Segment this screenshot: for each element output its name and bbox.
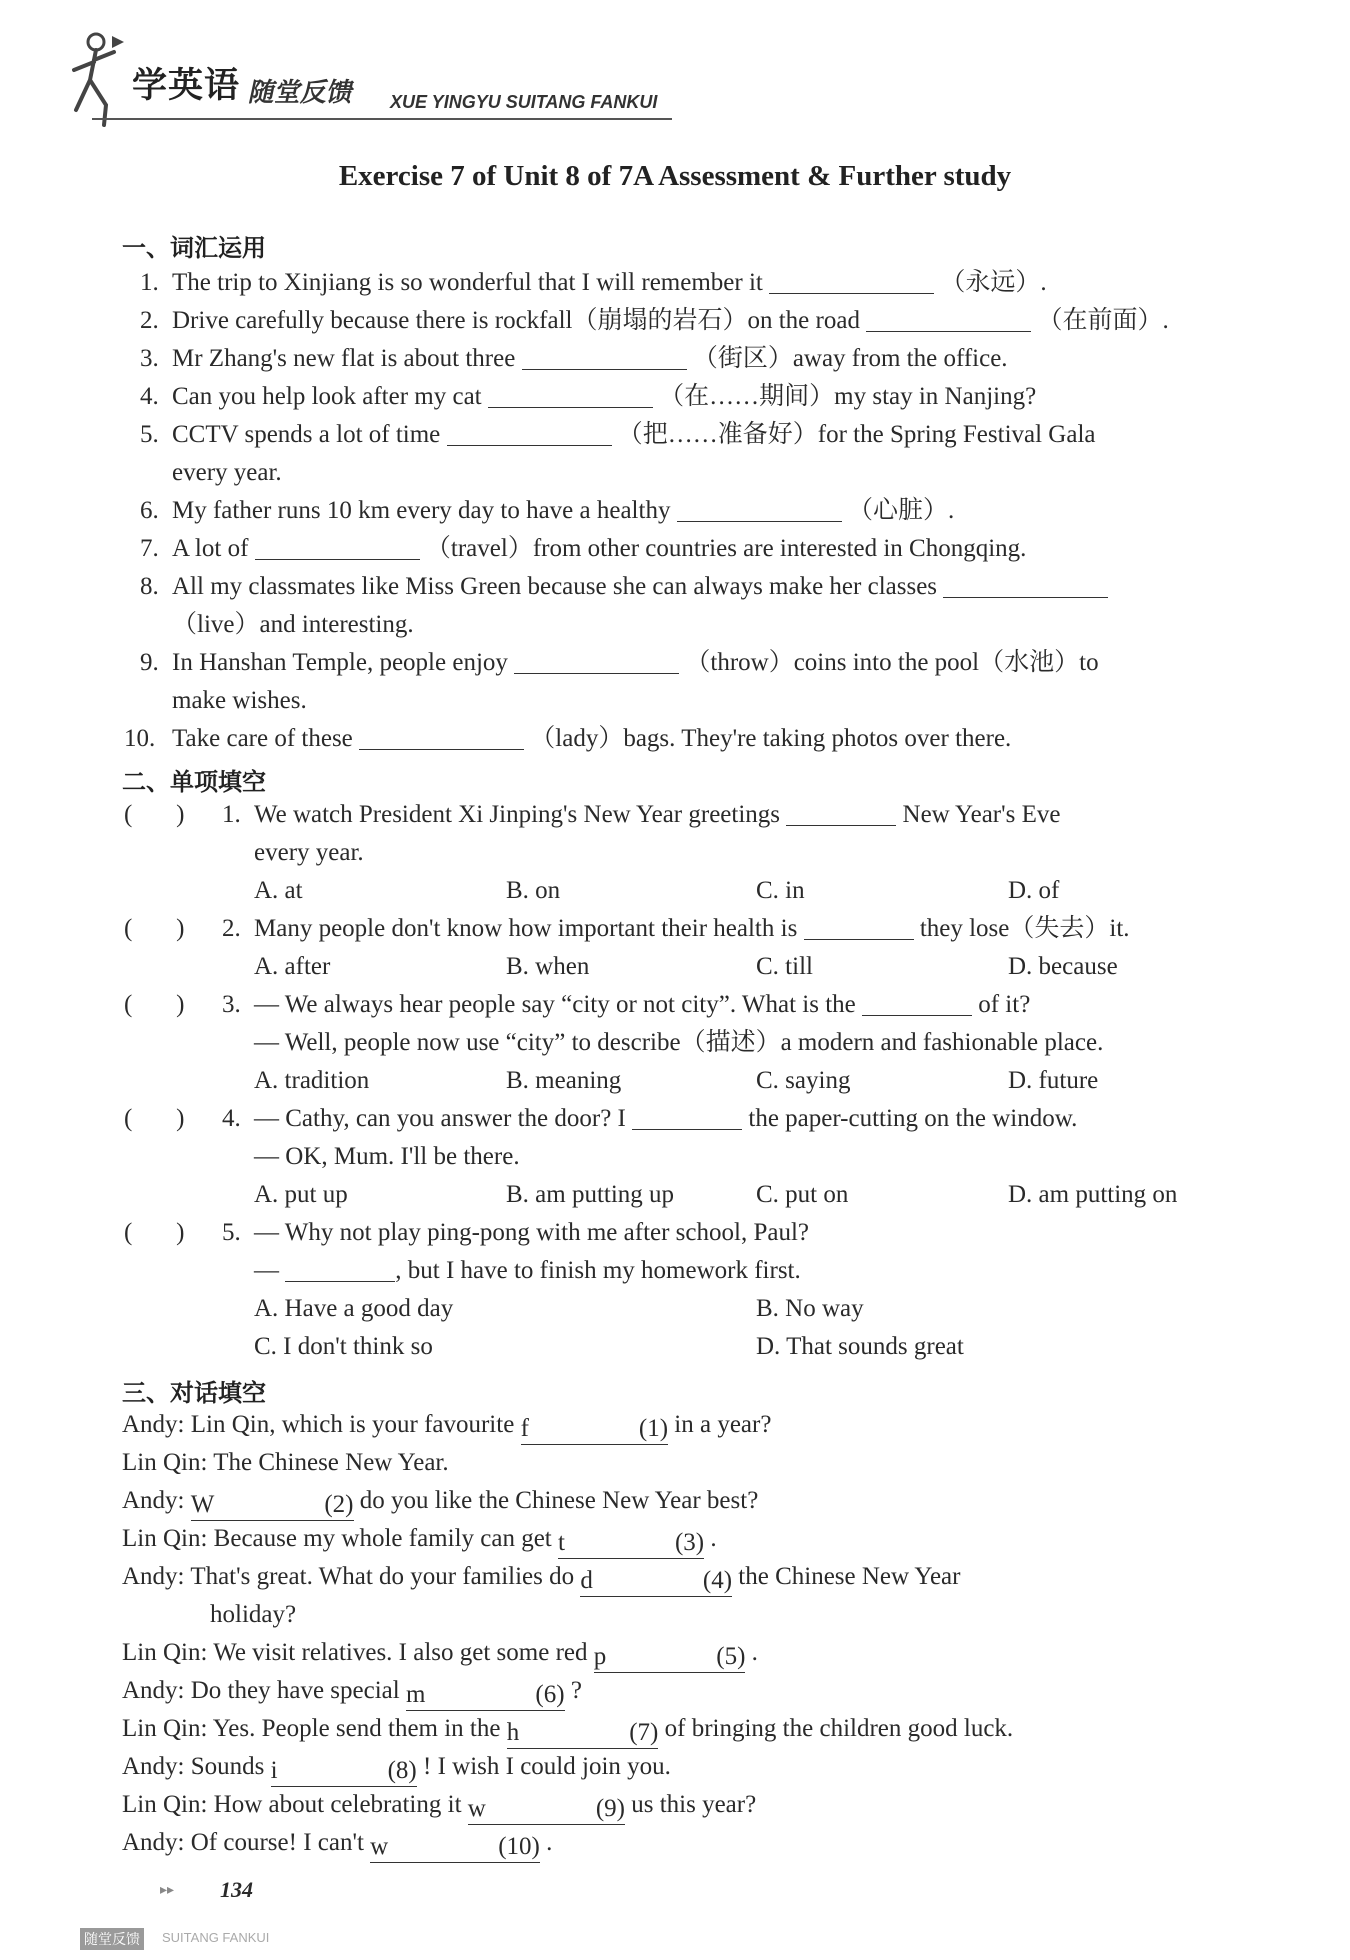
answer-blank[interactable] [632, 1105, 742, 1130]
dialogue-blank[interactable] [468, 1794, 625, 1825]
dialogue-blank[interactable] [558, 1528, 704, 1559]
answer-blank[interactable] [866, 307, 1031, 332]
runner-logo-icon [66, 30, 136, 130]
option-a[interactable]: A. tradition [254, 1067, 370, 1094]
question-text: In Hanshan Temple, people enjoy [172, 649, 508, 676]
dash: — [254, 1257, 279, 1284]
dialogue-text: . [751, 1639, 758, 1666]
question-line [172, 534, 1026, 564]
blank-first-letter: h [506, 1719, 520, 1746]
question-continuation [254, 1256, 801, 1286]
question-text: CCTV spends a lot of time [172, 421, 441, 448]
answer-blank[interactable] [514, 649, 679, 674]
question-line [254, 914, 1130, 944]
page-title: Exercise 7 of Unit 8 of 7A Assessment & Further study [338, 160, 1012, 192]
question-number: 6. [140, 497, 159, 524]
blank-first-letter: p [593, 1643, 607, 1670]
blank-first-letter: w [467, 1795, 486, 1822]
answer-blank[interactable] [804, 915, 914, 940]
question-number: 2. [222, 915, 241, 942]
question-hint: （心脏）. [847, 497, 955, 524]
dialogue-text: The Chinese New Year. [213, 1449, 449, 1476]
blank-number: (3) [674, 1529, 705, 1556]
question-number: 8. [140, 573, 159, 600]
question-text: My father runs 10 km every day to have a healthy [172, 497, 671, 524]
question-number: 5. [222, 1219, 241, 1246]
answer-bracket[interactable]: ( ) [124, 801, 185, 828]
option-b[interactable]: B. am putting up [506, 1181, 675, 1208]
blank-first-letter: i [270, 1757, 278, 1784]
option-c[interactable]: C. in [756, 877, 805, 904]
answer-blank[interactable] [488, 383, 653, 408]
dialogue-line [122, 1410, 771, 1445]
dialogue-text: Lin Qin, which is your favourite [190, 1411, 515, 1438]
blank-first-letter: m [405, 1681, 426, 1708]
speaker-name: Lin Qin: [122, 1791, 208, 1818]
question-text: Mr Zhang's new flat is about three [172, 345, 516, 372]
dialogue-text: in a year? [674, 1411, 772, 1438]
footer-tag-en: SUITANG FANKUI [162, 1930, 270, 1945]
option-d[interactable]: D. because [1008, 953, 1118, 980]
footer-tag: 随堂反馈 [80, 1928, 144, 1950]
option-b[interactable]: B. meaning [506, 1067, 622, 1094]
question-text: New Year's Eve [902, 801, 1061, 828]
answer-bracket[interactable]: ( ) [124, 1219, 185, 1246]
blank-number: (5) [716, 1643, 746, 1670]
question-number: 4. [140, 383, 159, 410]
answer-blank[interactable] [447, 421, 612, 446]
dialogue-line [122, 1486, 758, 1521]
blank-number: (6) [535, 1681, 565, 1708]
question-line [172, 344, 1008, 374]
dialogue-text: Sounds [190, 1753, 265, 1780]
question-hint: （街区）away from the office. [692, 345, 1008, 372]
question-continuation [254, 1028, 1103, 1058]
answer-blank[interactable] [677, 497, 842, 522]
question-text: Drive carefully because there is rockfall（崩塌的岩石）on the road [172, 307, 860, 334]
option-c[interactable]: C. saying [756, 1067, 851, 1094]
header-divider [92, 118, 672, 120]
dialogue-blank[interactable] [507, 1718, 659, 1749]
question-text: — Why not play ping-pong with me after school, Paul? [254, 1219, 809, 1246]
dialogue-text: . [546, 1829, 553, 1856]
dialogue-text: do you like the Chinese New Year best? [359, 1487, 759, 1514]
question-hint: （在……期间）my stay in Nanjing? [659, 383, 1037, 410]
question-number: 1. [140, 269, 159, 296]
speaker-name: Andy: [122, 1563, 185, 1590]
blank-number: (10) [498, 1833, 540, 1860]
blank-number: (4) [702, 1567, 733, 1594]
dialogue-line [122, 1676, 582, 1711]
question-continuation [254, 838, 364, 868]
answer-blank[interactable] [285, 1257, 395, 1282]
question-line [172, 572, 1108, 602]
question-line [254, 990, 1030, 1020]
blank-first-letter: W [190, 1491, 215, 1518]
dialogue-blank[interactable] [580, 1566, 732, 1597]
answer-bracket[interactable]: ( ) [124, 1105, 185, 1132]
answer-blank[interactable] [769, 269, 934, 294]
option-b[interactable]: B. No way [756, 1295, 864, 1322]
question-number: 10. [124, 725, 156, 752]
answer-bracket[interactable]: ( ) [124, 915, 185, 942]
question-continuation: （live）and interesting. [172, 611, 414, 638]
option-a[interactable]: A. at [254, 877, 303, 904]
dialogue-line [122, 1714, 1013, 1749]
dialogue-text: Of course! I can't [190, 1829, 364, 1856]
dialogue-line [122, 1448, 449, 1478]
page-number: 134 [220, 1877, 253, 1902]
question-hint: （把……准备好）for the Spring Festival Gala [617, 421, 1096, 448]
question-text: — Well, people now use “city” to describe（描述）a modern and fashionable place. [254, 1029, 1104, 1056]
answer-blank[interactable] [522, 345, 687, 370]
logo-subtitle-en: XUE YINGYU SUITANG FANKUI [390, 92, 658, 112]
footer-arrow-icon: ▸▸ [160, 1883, 175, 1898]
question-number: 7. [140, 535, 159, 562]
dialogue-line [122, 1638, 758, 1673]
dialogue-line [122, 1752, 671, 1787]
question-text: , but I have to finish my homework first. [395, 1257, 801, 1284]
dialogue-text: Because my whole family can get [213, 1525, 552, 1552]
dialogue-text: . [710, 1525, 717, 1552]
question-hint: （lady）bags. They're taking photos over there. [530, 725, 1012, 752]
dialogue-blank[interactable] [406, 1680, 565, 1711]
option-a[interactable]: A. put up [254, 1181, 348, 1208]
option-c[interactable]: C. I don't think so [254, 1333, 433, 1360]
answer-blank[interactable] [255, 535, 420, 560]
dialogue-text: We visit relatives. I also get some red [213, 1639, 588, 1666]
dialogue-text: ! I wish I could join you. [423, 1753, 671, 1780]
question-line [172, 496, 954, 526]
dialogue-text: Do they have special [190, 1677, 400, 1704]
option-d[interactable]: D. That sounds great [756, 1333, 964, 1360]
section3-heading: 三、对话填空 [122, 1379, 266, 1407]
dialogue-blank[interactable] [594, 1642, 746, 1673]
question-text: every year. [254, 839, 364, 866]
question-number: 9. [140, 649, 159, 676]
dialogue-blank[interactable] [271, 1756, 417, 1787]
speaker-name: Andy: [122, 1753, 185, 1780]
question-text: The trip to Xinjiang is so wonderful that I will remember it [172, 269, 763, 296]
question-line [172, 268, 1047, 298]
blank-first-letter: d [580, 1567, 593, 1594]
question-hint: （永远）. [940, 269, 1047, 296]
question-text: Can you help look after my cat [172, 383, 482, 410]
section1-heading: 一、词汇运用 [122, 234, 266, 262]
question-continuation: every year. [172, 459, 282, 486]
question-text: the paper-cutting on the window. [748, 1105, 1078, 1132]
dialogue-line [122, 1790, 756, 1825]
speaker-name: Lin Qin: [122, 1525, 208, 1552]
blank-number: (2) [324, 1491, 354, 1518]
dialogue-text: us this year? [631, 1791, 757, 1818]
dialogue-blank[interactable] [521, 1414, 668, 1445]
logo-title-cn: 学英语 [132, 66, 241, 106]
question-number: 5. [140, 421, 159, 448]
answer-blank[interactable] [862, 991, 972, 1016]
question-text: Take care of these [172, 725, 353, 752]
blank-number: (7) [629, 1719, 659, 1746]
question-text: — Cathy, can you answer the door? I [254, 1105, 626, 1132]
question-continuation [254, 1142, 520, 1172]
question-number: 4. [222, 1105, 241, 1132]
question-line [172, 306, 1169, 336]
question-number: 1. [222, 801, 241, 828]
answer-bracket[interactable]: ( ) [124, 991, 185, 1018]
dialogue-line [122, 1562, 960, 1597]
speaker-name: Andy: [122, 1487, 185, 1514]
question-text: A lot of [172, 535, 249, 562]
speaker-name: Lin Qin: [122, 1715, 208, 1742]
blank-first-letter: f [520, 1415, 529, 1442]
blank-number: (9) [595, 1795, 625, 1822]
question-line [254, 1218, 809, 1248]
section2-heading: 二、单项填空 [122, 768, 266, 796]
dialogue-text: How about celebrating it [213, 1791, 462, 1818]
question-number: 3. [140, 345, 159, 372]
option-c[interactable]: C. put on [756, 1181, 849, 1208]
question-line [254, 1104, 1077, 1134]
speaker-name: Andy: [122, 1829, 185, 1856]
speaker-name: Lin Qin: [122, 1639, 208, 1666]
question-text: — We always hear people say “city or not city”. What is the [254, 991, 856, 1018]
question-text: of it? [978, 991, 1031, 1018]
question-text: We watch President Xi Jinping's New Year greetings [254, 801, 781, 828]
question-line [172, 648, 1099, 678]
dialogue-text: of bringing the children good luck. [664, 1715, 1014, 1742]
question-hint: （travel）from other countries are interested in Chongqing. [425, 535, 1027, 562]
dialogue-text: That's great. What do your families do [190, 1563, 575, 1590]
question-text: All my classmates like Miss Green because she can always make her classes [172, 573, 938, 600]
option-b[interactable]: B. on [506, 877, 561, 904]
dialogue-continuation: holiday? [210, 1601, 297, 1628]
question-line [172, 420, 1096, 450]
question-number: 2. [140, 307, 159, 334]
option-d[interactable]: D. am putting on [1008, 1181, 1178, 1208]
dialogue-blank[interactable] [370, 1832, 540, 1863]
option-d[interactable]: D. future [1008, 1067, 1099, 1094]
dialogue-line [122, 1524, 717, 1559]
answer-blank[interactable] [786, 801, 896, 826]
option-c[interactable]: C. till [756, 953, 813, 980]
dialogue-text: Yes. People send them in the [212, 1715, 501, 1742]
dialogue-text: ? [570, 1677, 582, 1704]
answer-blank[interactable] [359, 725, 524, 750]
option-a[interactable]: A. Have a good day [254, 1295, 454, 1322]
speaker-name: Andy: [122, 1411, 185, 1438]
dialogue-line [122, 1828, 552, 1863]
dialogue-text: the Chinese New Year [738, 1563, 961, 1590]
question-number: 3. [222, 991, 241, 1018]
blank-first-letter: t [558, 1529, 565, 1556]
blank-number: (8) [387, 1757, 417, 1784]
speaker-name: Lin Qin: [122, 1449, 208, 1476]
dialogue-blank[interactable] [191, 1490, 354, 1521]
answer-blank[interactable] [943, 573, 1108, 598]
question-hint: （在前面）. [1037, 307, 1169, 334]
speaker-name: Andy: [122, 1677, 185, 1704]
question-text: — OK, Mum. I'll be there. [254, 1143, 520, 1170]
question-hint: （throw）coins into the pool（水池）to [685, 649, 1099, 676]
question-text: Many people don't know how important their health is [254, 915, 798, 942]
logo-subtitle-cn: 随堂反馈 [246, 78, 357, 108]
blank-number: (1) [638, 1415, 669, 1442]
option-b[interactable]: B. when [506, 953, 590, 980]
option-d[interactable]: D. of [1008, 877, 1060, 904]
question-continuation: make wishes. [172, 687, 307, 714]
question-line [254, 800, 1060, 830]
question-line [172, 382, 1036, 412]
option-a[interactable]: A. after [254, 953, 331, 980]
blank-first-letter: w [370, 1833, 389, 1860]
question-line [172, 724, 1011, 754]
question-text: they lose（失去）it. [919, 915, 1130, 942]
